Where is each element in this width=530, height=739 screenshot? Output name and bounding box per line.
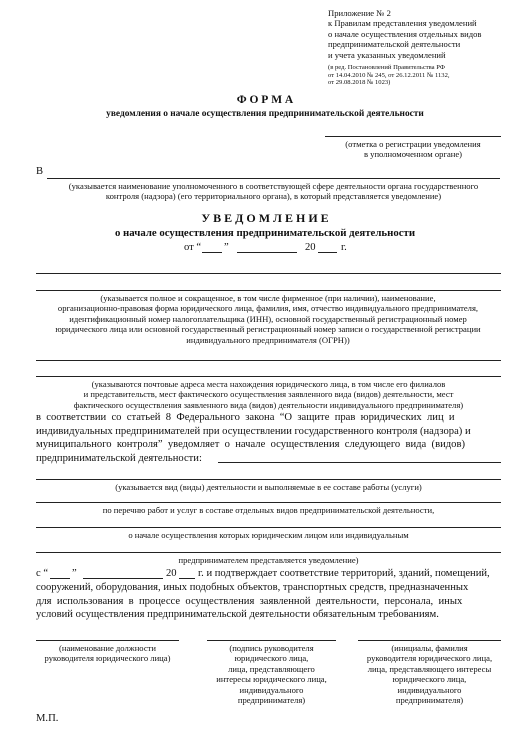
appendix-ref-3: от 29.08.2018 № 1023) [328,79,391,87]
to-note-line-2: контроля (надзора) (его территориального органа), в который представляется уведомление) [105,191,442,202]
signature-note-line-2: юридического лица, [234,653,309,664]
body-paragraph-2-line-3: для использования в процессе осуществления заявленной деятельности, персонала, иных [36,595,463,607]
paragraph2-tail: г. и подтверждает соответствие территорий, зданий, помещений, [198,568,490,579]
notice-subtitle: о начале осуществления предпринимательской деятельности [114,227,416,239]
address-note-line-3: фактического осуществления заявленного вида (видов) деятельности индивидуального предпринимателя) [73,399,464,410]
address-note [36,379,501,410]
to-note [47,181,500,202]
body-paragraph-2-first [36,567,501,581]
per-list-note: по перечню работ и услуг в составе отдельных видов предпринимательской деятельности, [102,505,435,515]
body-paragraph-2-line-2: сооружений, оборудования, иных подобных объектов, транспортных средств, предназначенных [36,582,469,593]
address-line-2 [36,376,501,377]
address-note-line-2: и представительств, мест фактического осуществления заявленного вида (видов) деятельности, мест [83,389,454,400]
notice-date-from: от “ [184,242,202,253]
position-note [36,643,179,664]
notice-day-line [202,252,222,253]
appendix-title: Приложение № 2 [328,8,391,18]
notice-month-line [237,252,297,253]
start-of-note: о начале осуществления которых юридическим лицом или индивидуальным [128,530,409,540]
paragraph2-from: с “ [36,568,49,579]
applicant-note-line-5: индивидуального предпринимателя (ОГРН)) [186,334,350,345]
applicant-note-line-4: юридического лица или основной государственный регистрационный номер записи о государственной регистрации [55,324,481,335]
registration-note-line-2: в уполномоченном органе) [363,149,463,160]
address-line-1 [36,360,501,361]
body-paragraph-1 [36,411,501,465]
form-title: Ф О Р М А [236,94,294,106]
signature-note-line-6: предпринимателя) [237,695,306,706]
signature-line [207,640,336,641]
appendix-line-1: к Правилам представления уведомлений [328,18,477,29]
registration-note [325,139,501,160]
activity-line-1 [36,479,501,480]
applicant-line-1 [36,273,501,274]
appendix-ref-1: (в ред. Постановлений Правительства РФ [328,64,445,72]
registration-line [325,136,501,137]
position-note-line-2: руководителя юридического лица) [44,653,171,664]
to-line [47,178,500,179]
appendix-line-2: о начале осуществления отдельных видов [328,28,482,39]
paragraph2-year-line [179,578,195,579]
signature-note-line-1: (подпись руководителя [229,643,314,653]
body-paragraph-2 [36,581,501,622]
initials-note-line-3: лица, представляющего интересы [367,663,492,674]
signature-note-line-4: интересы юридического лица, [216,674,327,685]
activity-type-note: (указывается вид (виды) деятельности и выполняемые в ее составе работы (услуги) [115,482,422,492]
paragraph2-year: 20 [166,568,177,579]
notice-date [184,241,384,255]
initials-note-line-2: руководителя юридического лица, [366,653,493,664]
registration-note-line-1: (отметка о регистрации уведомления [345,139,481,149]
body-paragraph-1-line-1: в соответствии со статьей 8 Федерального закона “О защите прав юридических лиц и [36,412,455,423]
activity-inline-line [218,462,501,463]
stamp-label: М.П. [36,713,59,724]
body-paragraph-2-line-4: условий осуществления предпринимательской деятельности обязательным требованиям. [36,609,439,621]
initials-note-line-6: предпринимателя) [395,695,464,706]
notice-year-line [318,252,337,253]
initials-note-line-1: (инициалы, фамилия [391,643,468,653]
notice-year-suffix: г. [341,242,347,253]
applicant-note [30,293,506,345]
activity-line-4 [36,552,501,553]
address-note-line-1: (указываются почтовые адреса места нахождения юридического лица, в том числе его филиалов [91,379,446,389]
appendix-block [328,8,523,87]
activity-line-3 [36,527,501,528]
paragraph2-day-line [50,578,70,579]
signature-note-line-3: лица, представляющего [228,663,315,674]
appendix-ref-2: от 14.04.2010 № 245, от 26.12.2011 № 1132, [328,71,450,79]
position-line [36,640,179,641]
signature-note [200,643,343,705]
body-paragraph-1-line-2: индивидуальных предпринимателей при осуществлении государственного контроля (надзора) и [36,425,471,437]
entrepreneur-note: предпринимателем представляется уведомление) [178,555,359,565]
initials-note-line-5: индивидуального [397,684,462,695]
body-paragraph-1-line-3: муниципального контроля” уведомляет о начале осуществления следующего вида (видов) [36,439,465,451]
initials-note [354,643,505,705]
applicant-note-line-1: (указывается полное и сокращенное, в том числе фирменное (при наличии), наименование, [100,293,436,303]
form-subtitle: уведомления о начале осуществления предпринимательской деятельности [106,109,424,119]
initials-note-line-4: юридического лица, [392,674,467,685]
notice-title: У В Е Д О М Л Е Н И Е [201,211,329,225]
activity-line-2 [36,502,501,503]
appendix-line-3: предпринимательской деятельности [328,39,461,50]
position-note-line-1: (наименование должности [58,643,156,653]
paragraph2-month-line [83,578,163,579]
to-note-line-1: (указывается наименование уполномоченного в соответствующей сфере деятельности органа государственного [68,181,479,191]
paragraph2-quote: ” [72,568,77,579]
applicant-line-2 [36,290,501,291]
notice-year-prefix: 20 [305,242,316,253]
signature-note-line-5: индивидуального [239,684,304,695]
body-paragraph-1-line-4: предпринимательской деятельности: [36,452,202,464]
applicant-note-line-2: организационно-правовая форма юридического лица, фамилия, имя, отчество индивидуального предпринимателя, [57,303,479,314]
initials-line [358,640,501,641]
applicant-note-line-3: идентификационный номер налогоплательщика (ИНН), основной государственный регистрационный номер [69,313,467,324]
to-label: В [36,166,44,177]
notice-date-quote: ” [224,242,229,253]
appendix-line-4: и учета указанных уведомлений [328,49,446,60]
